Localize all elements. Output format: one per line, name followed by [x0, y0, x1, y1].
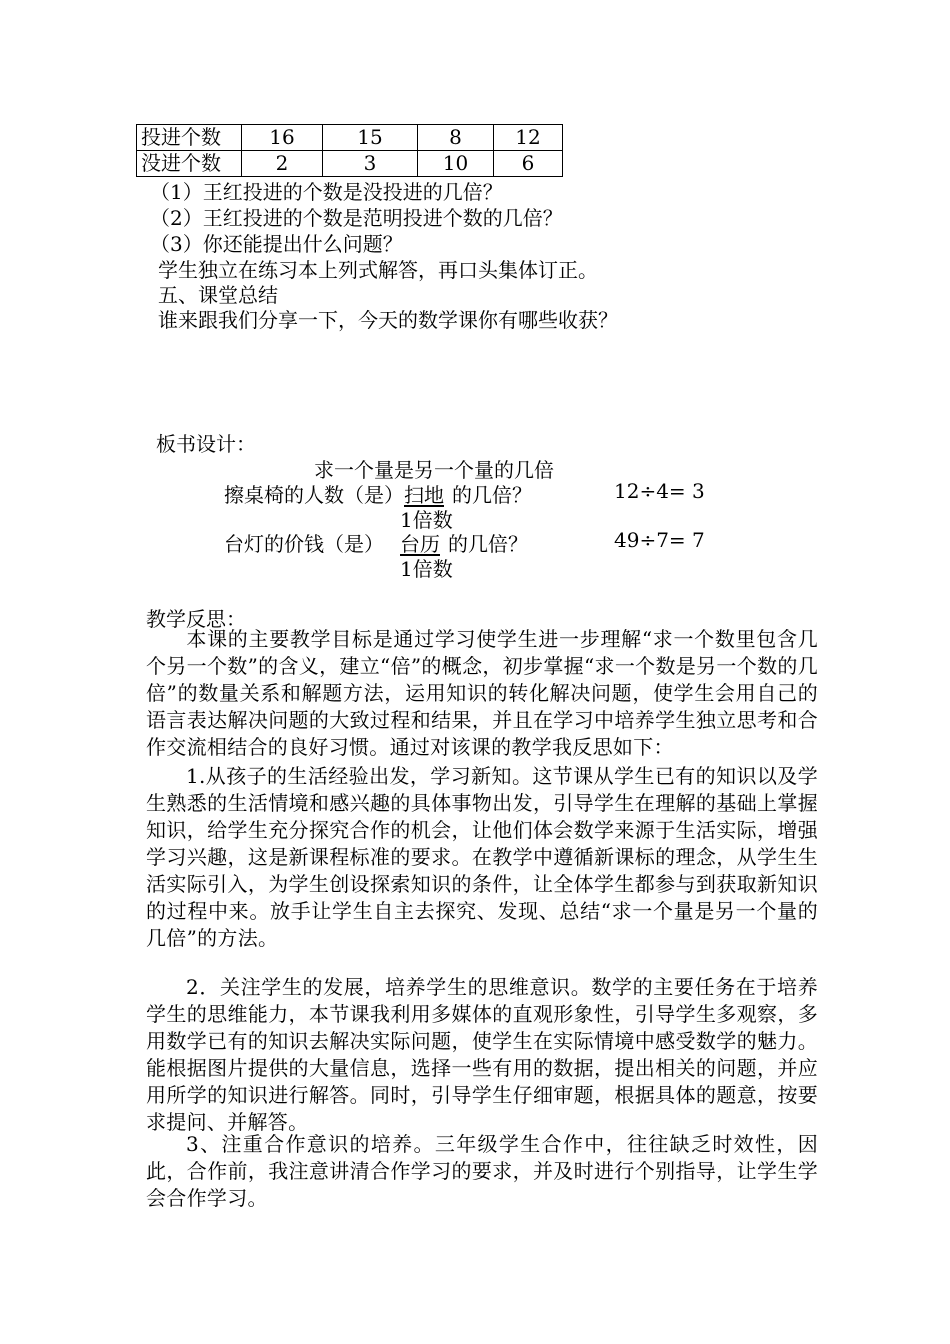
- base-quantity: 台历: [400, 532, 440, 556]
- row-label: 投进个数: [137, 125, 242, 151]
- board-label: 板书设计：: [156, 432, 256, 456]
- table-cell: 6: [494, 151, 563, 177]
- table-row: [137, 151, 563, 177]
- line-prefix: 台灯的价钱（是）: [224, 532, 384, 556]
- section-heading: 五、课堂总结: [158, 283, 278, 307]
- reflection-paragraph-4: [146, 1131, 818, 1212]
- paragraph-text: 本课的主要教学目标是通过学习使学生进一步理解“求一个数里包含几个另一个数”的含义，建立“倍”的概念，初步掌握“求一个数是另一个数的几倍”的数量关系和解题方法，运用知识的转化解决问题，使学生会用自己的语言表达解决问题的大致过程和结果，并且在学习中培养学生独立思考和合作交流相结合的良好习惯。通过对该课的教学我反思如下：: [146, 627, 818, 759]
- question-1: （1）王红投进的个数是没投进的几倍？: [150, 180, 503, 204]
- line-prefix: 擦桌椅的人数（是）: [224, 483, 404, 507]
- table-cell: 3: [323, 151, 418, 177]
- board-line-1: [224, 479, 532, 508]
- question-3: （3）你还能提出什么问题？: [150, 232, 403, 256]
- score-table: [136, 124, 563, 177]
- paragraph-text: 1.从孩子的生活经验出发，学习新知。这节课从学生已有的知识以及学生熟悉的生活情境和感兴趣的具体事物出发，引导学生在理解的基础上掌握知识，给学生充分探究合作的机会，让他们体会数学来源于生活实际，增强学习兴趣，这是新课程标准的要求。在教学中遵循新课标的理念，从学生生活实际引入，为学生创设探索知识的条件，让全体学生都参与到获取新知识的过程中来。放手让学生自主去探究、发现、总结“求一个量是另一个量的几倍”的方法。: [146, 764, 818, 950]
- practice-note: 学生独立在练习本上列式解答，再口头集体订正。: [158, 258, 598, 282]
- table-cell: 15: [323, 125, 418, 151]
- summary-text: 谁来跟我们分享一下，今天的数学课你有哪些收获？: [158, 308, 618, 332]
- table-cell: 12: [494, 125, 563, 151]
- table-cell: 16: [242, 125, 323, 151]
- base-label-1: 1倍数: [400, 508, 453, 532]
- base-label-2: 1倍数: [400, 557, 453, 581]
- reflection-paragraph-1: [146, 626, 818, 761]
- reflection-paragraph-3: [146, 974, 818, 1136]
- question-2: （2）王红投进的个数是范明投进个数的几倍？: [150, 206, 563, 230]
- paragraph-text: 3、注重合作意识的培养。三年级学生合作中，往往缺乏时效性，因此，合作前，我注意讲清合作学习的要求，并及时进行个别指导，让学生学会合作学习。: [146, 1132, 818, 1210]
- board-line-2: [224, 528, 528, 557]
- board-title: 求一个量是另一个量的几倍: [314, 458, 554, 482]
- row-label: 没进个数: [137, 151, 242, 177]
- reflection-heading: 教学反思：: [146, 607, 246, 631]
- line-suffix: 的几倍？: [448, 532, 528, 556]
- reflection-paragraph-2: [146, 763, 818, 952]
- paragraph-text: 2．关注学生的发展，培养学生的思维意识。数学的主要任务在于培养学生的思维能力，本节课我利用多媒体的直观形象性，引导学生多观察，多用数学已有的知识去解决实际问题，使学生在实际情境中感受数学的魅力。能根据图片提供的大量信息，选择一些有用的数据，提出相关的问题，并应用所学的知识进行解答。同时，引导学生仔细审题，根据具体的题意，按要求提问、并解答。: [146, 975, 818, 1134]
- table-cell: 2: [242, 151, 323, 177]
- base-quantity: 扫地: [404, 483, 444, 507]
- equation-1: 12÷4= 3: [614, 479, 705, 503]
- table-cell: 10: [418, 151, 494, 177]
- line-suffix: 的几倍？: [452, 483, 532, 507]
- table-row: [137, 125, 563, 151]
- equation-2: 49÷7= 7: [614, 528, 705, 552]
- table-cell: 8: [418, 125, 494, 151]
